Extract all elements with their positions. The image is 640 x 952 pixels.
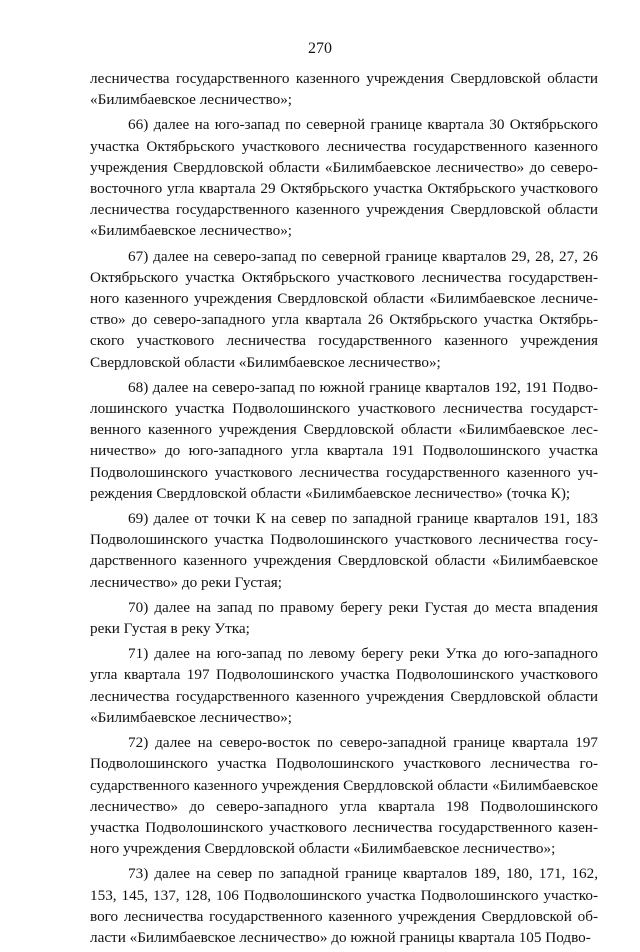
paragraph-item-72: 72) далее на северо-восток по северо-западной границе квартала 197 Подволошинского участка Подволошинского участкового лесничества государственного казенного учреждения Свердловской области «Билимбаевское лесничество» до северо-западного угла квартала 198 Подволошинского участка Подволошинского участкового лесничества государственного казенного учреждения Свердловской области «Билимбаевское лесничество»;: [90, 734, 598, 858]
page-number: 270: [308, 40, 332, 57]
paragraph-item-66: 66) далее на юго-запад по северной границе квартала 30 Октябрьского участка Октябрьского участкового лесничества государственного казенного учреждения Свердловской области «Билимбаевское лесничество» до северо-восточного угла квартала 29 Октябрьского участка Октябрьского участкового лесничества государственного казенного учреждения Свердловской области «Билимбаевское лесничество»;: [90, 116, 598, 240]
paragraph-item-73: 73) далее на север по западной границе кварталов 189, 180, 171, 162, 153, 145, 137, 128, 106 Подволошинского участка Подволошинского участкового лесничества государственного казенного учреждения Свердловской области «Билимбаевское лесничество» до южной границы квартала 105 Подво-: [90, 865, 598, 946]
paragraph-item-67: 67) далее на северо-запад по северной границе кварталов 29, 28, 27, 26 Октябрьского участка Октябрьского участкового лесничества государственного казенного учреждения Свердловской области «Билимбаевское лесничество» до северо-западного угла квартала 26 Октябрьского участка Октябрьского участкового лесничества государственного казенного учреждения Свердловской области «Билимбаевское лесничество»;: [90, 247, 598, 371]
paragraph-item-70: 70) далее на запад по правому берегу реки Густая до места впадения реки Густая в реку Утка;: [90, 598, 598, 638]
paragraph-item-69: 69) далее от точки К на север по западной границе кварталов 191, 183 Подволошинского участка Подволошинского участкового лесничества государственного казенного учреждения Свердловской области «Билимбаевское лесничество» до реки Густая;: [90, 510, 598, 591]
paragraph-item-68: 68) далее на северо-запад по южной границе кварталов 192, 191 Подволошинского участка Подволошинского участкового лесничества государственного казенного учреждения Свердловской области «Билимбаевское лесничество» до юго-западного угла квартала 191 Подволошинского участка Подволошинского участкового лесничества государственного казенного учреждения Свердловской области «Билимбаевское лесничество» (точка К);: [90, 378, 598, 502]
paragraph-continuation: лесничества государственного казенного учреждения Свердловской области «Билимбаевское лесничество»;: [90, 70, 598, 109]
document-body: [90, 68, 598, 952]
paragraph-item-71: 71) далее на юго-запад по левому берегу реки Утка до юго-западного угла квартала 197 Подволошинского участка Подволошинского участкового лесничества государственного казенного учреждения Свердловской области «Билимбаевское лесничество»;: [90, 645, 598, 726]
